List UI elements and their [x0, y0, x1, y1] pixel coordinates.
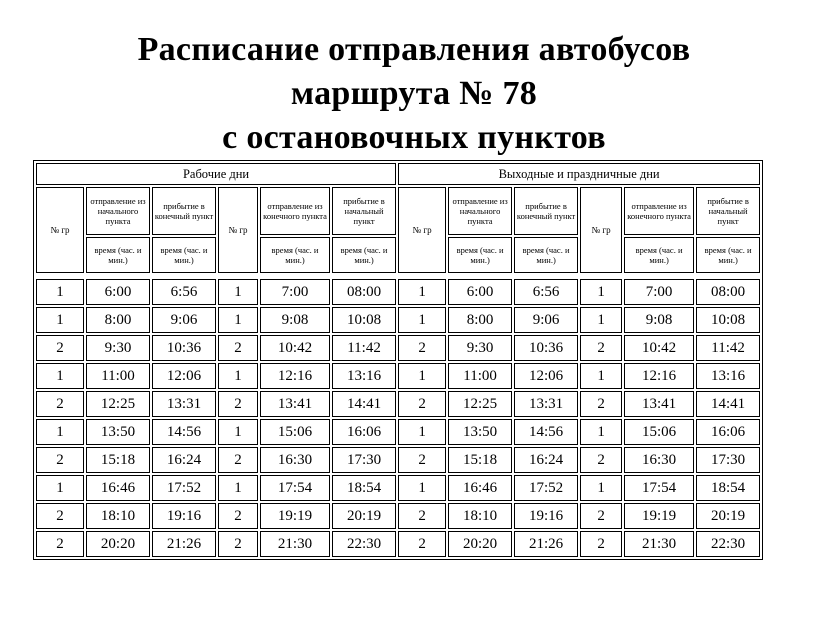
- cell-depart-end: 21:30: [260, 531, 330, 557]
- cell-arrive-start: 16:06: [332, 419, 396, 445]
- cell-group-number: 1: [398, 419, 446, 445]
- cell-depart-end: 7:00: [624, 279, 694, 305]
- cell-arrive-end: 16:24: [152, 447, 216, 473]
- cell-group-number: 1: [36, 279, 84, 305]
- cell-arrive-start: 13:16: [332, 363, 396, 389]
- title-line-1: Расписание отправления автобусов: [137, 31, 691, 68]
- header-time-unit: время (час. и мин.): [260, 237, 330, 273]
- cell-depart-start: 11:00: [448, 363, 512, 389]
- cell-depart-end: 17:54: [260, 475, 330, 501]
- cell-group-number: 1: [580, 475, 622, 501]
- cell-arrive-end: 13:31: [514, 391, 578, 417]
- cell-depart-start: 16:46: [86, 475, 150, 501]
- table-row: [36, 391, 760, 417]
- cell-arrive-start: 16:06: [696, 419, 760, 445]
- cell-depart-start: 12:25: [448, 391, 512, 417]
- cell-arrive-end: 16:24: [514, 447, 578, 473]
- cell-depart-end: 12:16: [260, 363, 330, 389]
- cell-group-number: 1: [36, 363, 84, 389]
- cell-group-number: 1: [398, 363, 446, 389]
- cell-arrive-start: 10:08: [696, 307, 760, 333]
- header-group-number: № гр: [398, 187, 446, 273]
- cell-depart-end: 19:19: [624, 503, 694, 529]
- cell-group-number: 2: [36, 391, 84, 417]
- cell-depart-start: 12:25: [86, 391, 150, 417]
- cell-arrive-end: 21:26: [514, 531, 578, 557]
- table-row: [36, 447, 760, 473]
- cell-group-number: 1: [398, 279, 446, 305]
- schedule-table-container: [33, 160, 763, 560]
- cell-arrive-start: 22:30: [332, 531, 396, 557]
- cell-group-number: 2: [580, 503, 622, 529]
- cell-depart-end: 17:54: [624, 475, 694, 501]
- cell-arrive-end: 17:52: [152, 475, 216, 501]
- header-time-unit: время (час. и мин.): [86, 237, 150, 273]
- cell-arrive-start: 18:54: [696, 475, 760, 501]
- cell-group-number: 2: [580, 391, 622, 417]
- cell-arrive-start: 17:30: [696, 447, 760, 473]
- header-arrive-start: прибытие в начальный пункт: [696, 187, 760, 235]
- header-time-unit: время (час. и мин.): [514, 237, 578, 273]
- cell-group-number: 1: [36, 419, 84, 445]
- cell-group-number: 1: [580, 307, 622, 333]
- title-line-3: с остановочных пунктов: [222, 119, 606, 156]
- table-row: [36, 531, 760, 557]
- cell-depart-end: 16:30: [624, 447, 694, 473]
- cell-arrive-end: 14:56: [514, 419, 578, 445]
- cell-depart-end: 15:06: [624, 419, 694, 445]
- cell-group-number: 1: [218, 279, 258, 305]
- cell-arrive-start: 08:00: [696, 279, 760, 305]
- header-time-unit: время (час. и мин.): [624, 237, 694, 273]
- header-time-unit: время (час. и мин.): [332, 237, 396, 273]
- cell-depart-start: 8:00: [448, 307, 512, 333]
- cell-group-number: 2: [36, 503, 84, 529]
- cell-arrive-start: 14:41: [332, 391, 396, 417]
- cell-group-number: 2: [36, 335, 84, 361]
- header-group-number: № гр: [36, 187, 84, 273]
- cell-arrive-start: 14:41: [696, 391, 760, 417]
- cell-depart-start: 18:10: [448, 503, 512, 529]
- cell-group-number: 1: [36, 307, 84, 333]
- cell-group-number: 1: [218, 475, 258, 501]
- cell-arrive-end: 9:06: [514, 307, 578, 333]
- cell-group-number: 2: [218, 447, 258, 473]
- cell-depart-end: 10:42: [260, 335, 330, 361]
- cell-group-number: 1: [218, 363, 258, 389]
- cell-group-number: 1: [580, 279, 622, 305]
- cell-depart-start: 13:50: [448, 419, 512, 445]
- header-arrive-start: прибытие в начальный пункт: [332, 187, 396, 235]
- cell-arrive-end: 6:56: [514, 279, 578, 305]
- cell-group-number: 2: [218, 335, 258, 361]
- table-row: [36, 307, 760, 333]
- cell-depart-end: 9:08: [260, 307, 330, 333]
- cell-group-number: 1: [580, 363, 622, 389]
- cell-arrive-start: 11:42: [332, 335, 396, 361]
- header-group-number: № гр: [580, 187, 622, 273]
- table-row: [36, 503, 760, 529]
- cell-depart-end: 13:41: [260, 391, 330, 417]
- page-title: [0, 28, 828, 160]
- cell-depart-start: 13:50: [86, 419, 150, 445]
- cell-group-number: 2: [218, 531, 258, 557]
- cell-depart-end: 15:06: [260, 419, 330, 445]
- cell-arrive-end: 13:31: [152, 391, 216, 417]
- header-depart-start: отправление из начального пункта: [448, 187, 512, 235]
- header-time-unit: время (час. и мин.): [152, 237, 216, 273]
- cell-depart-start: 9:30: [86, 335, 150, 361]
- cell-group-number: 1: [398, 307, 446, 333]
- cell-group-number: 2: [580, 447, 622, 473]
- cell-arrive-end: 12:06: [514, 363, 578, 389]
- cell-group-number: 2: [218, 391, 258, 417]
- cell-group-number: 2: [36, 447, 84, 473]
- cell-arrive-start: 20:19: [332, 503, 396, 529]
- cell-group-number: 2: [580, 335, 622, 361]
- header-arrive-end: прибытие в конечный пункт: [152, 187, 216, 235]
- cell-depart-start: 9:30: [448, 335, 512, 361]
- cell-depart-end: 7:00: [260, 279, 330, 305]
- cell-group-number: 2: [398, 531, 446, 557]
- cell-group-number: 2: [398, 503, 446, 529]
- cell-arrive-start: 11:42: [696, 335, 760, 361]
- cell-depart-start: 16:46: [448, 475, 512, 501]
- cell-depart-end: 19:19: [260, 503, 330, 529]
- cell-depart-start: 15:18: [86, 447, 150, 473]
- cell-group-number: 2: [36, 531, 84, 557]
- header-time-unit: время (час. и мин.): [696, 237, 760, 273]
- header-arrive-end: прибытие в конечный пункт: [514, 187, 578, 235]
- title-line-2: маршрута № 78: [290, 75, 538, 112]
- cell-depart-end: 9:08: [624, 307, 694, 333]
- cell-arrive-start: 22:30: [696, 531, 760, 557]
- cell-depart-start: 18:10: [86, 503, 150, 529]
- cell-arrive-start: 10:08: [332, 307, 396, 333]
- table-row: [36, 475, 760, 501]
- cell-group-number: 2: [398, 391, 446, 417]
- cell-group-number: 1: [398, 475, 446, 501]
- header-group-number: № гр: [218, 187, 258, 273]
- cell-group-number: 1: [218, 307, 258, 333]
- cell-depart-start: 6:00: [86, 279, 150, 305]
- header-depart-end: отправление из конечного пункта: [624, 187, 694, 235]
- cell-arrive-end: 9:06: [152, 307, 216, 333]
- header-depart-end: отправление из конечного пункта: [260, 187, 330, 235]
- cell-arrive-start: 18:54: [332, 475, 396, 501]
- cell-depart-end: 10:42: [624, 335, 694, 361]
- cell-group-number: 2: [218, 503, 258, 529]
- cell-group-number: 2: [398, 447, 446, 473]
- cell-depart-start: 20:20: [448, 531, 512, 557]
- cell-depart-end: 21:30: [624, 531, 694, 557]
- cell-group-number: 2: [398, 335, 446, 361]
- cell-arrive-start: 17:30: [332, 447, 396, 473]
- cell-group-number: 1: [580, 419, 622, 445]
- cell-arrive-end: 10:36: [514, 335, 578, 361]
- cell-depart-start: 15:18: [448, 447, 512, 473]
- cell-arrive-start: 08:00: [332, 279, 396, 305]
- cell-arrive-end: 14:56: [152, 419, 216, 445]
- group-header-workdays: Рабочие дни: [36, 163, 396, 185]
- cell-depart-end: 13:41: [624, 391, 694, 417]
- schedule-body: [36, 279, 760, 557]
- header-time-unit: время (час. и мин.): [448, 237, 512, 273]
- cell-group-number: 1: [36, 475, 84, 501]
- cell-arrive-end: 10:36: [152, 335, 216, 361]
- cell-arrive-end: 6:56: [152, 279, 216, 305]
- header-depart-start: отправление из начального пункта: [86, 187, 150, 235]
- cell-arrive-start: 13:16: [696, 363, 760, 389]
- cell-arrive-start: 20:19: [696, 503, 760, 529]
- table-row: [36, 335, 760, 361]
- cell-depart-end: 16:30: [260, 447, 330, 473]
- cell-arrive-end: 12:06: [152, 363, 216, 389]
- group-header-weekends: Выходные и праздничные дни: [398, 163, 760, 185]
- cell-depart-start: 8:00: [86, 307, 150, 333]
- cell-depart-start: 11:00: [86, 363, 150, 389]
- table-row: [36, 279, 760, 305]
- table-row: [36, 363, 760, 389]
- cell-group-number: 2: [580, 531, 622, 557]
- cell-arrive-end: 19:16: [152, 503, 216, 529]
- cell-arrive-end: 21:26: [152, 531, 216, 557]
- cell-depart-start: 20:20: [86, 531, 150, 557]
- cell-depart-start: 6:00: [448, 279, 512, 305]
- cell-depart-end: 12:16: [624, 363, 694, 389]
- table-row: [36, 419, 760, 445]
- schedule-table: [33, 160, 763, 560]
- cell-arrive-end: 17:52: [514, 475, 578, 501]
- cell-arrive-end: 19:16: [514, 503, 578, 529]
- cell-group-number: 1: [218, 419, 258, 445]
